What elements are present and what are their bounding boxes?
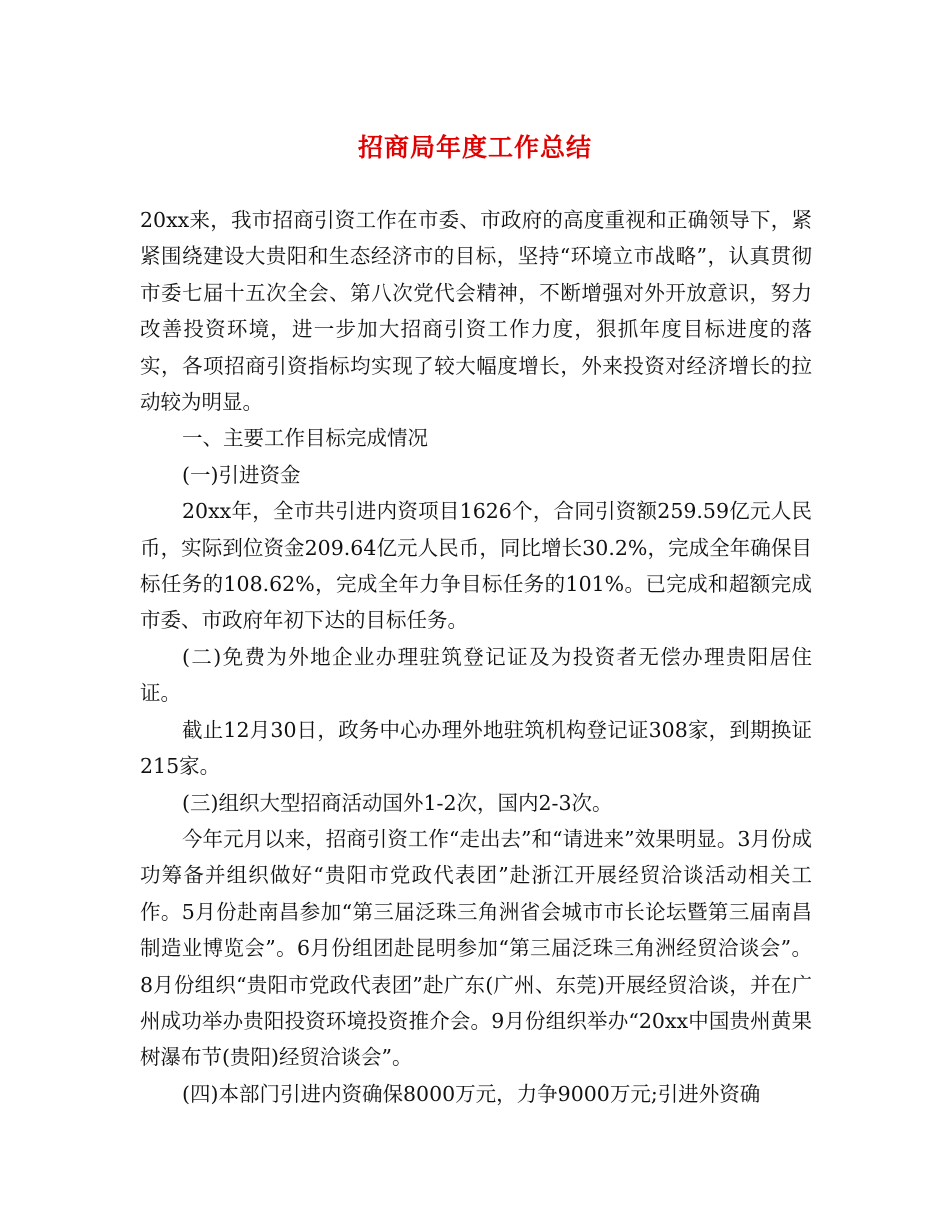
- intro-paragraph: 20xx来，我市招商引资工作在市委、市政府的高度重视和正确领导下，紧紧围绕建设大贵阳和生态经济市的目标，坚持“环境立市战略”，认真贯彻市委七届十五次全会、第八次党代会精神，不断增强对外开放意识，努力改善投资环境，进一步加大招商引资工作力度，狠抓年度目标进度的落实，各项招商引资指标均实现了较大幅度增长，外来投资对经济增长的拉动较为明显。: [140, 208, 812, 415]
- subsection-heading-events: (三)组织大型招商活动国外1-2次，国内2-3次。: [182, 790, 613, 815]
- document-body: [140, 202, 812, 1112]
- document-title: 招商局年度工作总结: [357, 133, 592, 162]
- capital-paragraph: 20xx年，全市共引进内资项目1626个，合同引资额259.59亿元人民币，实际到位资金209.64亿元人民币，同比增长30.2%，完成全年确保目标任务的108.62%，完成全年力争目标任务的101%。已完成和超额完成市委、市政府年初下达的目标任务。: [140, 499, 812, 633]
- subsection-heading-registration: (二)免费为外地企业办理驻筑登记证及为投资者无偿办理贵阳居住证。: [140, 644, 812, 706]
- subsection-heading-department-targets: (四)本部门引进内资确保8000万元，力争9000万元;引进外资确: [182, 1081, 761, 1106]
- events-paragraph: 今年元月以来，招商引资工作“走出去”和“请进来”效果明显。3月份成功筹备并组织做好“贵阳市党政代表团”赴浙江开展经贸洽谈活动相关工作。5月份赴南昌参加“第三届泛珠三角洲省会城市市长论坛暨第三届南昌制造业博览会”。6月份组团赴昆明参加“第三届泛珠三角洲经贸洽谈会”。8月份组织“贵阳市党政代表团”赴广东(广州、东莞)开展经贸洽谈，并在广州成功举办贵阳投资环境投资推介会。9月份组织举办“20xx中国贵州黄果树瀑布节(贵阳)经贸洽谈会”。: [140, 826, 812, 1070]
- section-heading-main-goals: 一、主要工作目标完成情况: [182, 426, 428, 451]
- subsection-heading-capital: (一)引进资金: [182, 462, 301, 487]
- registration-paragraph: 截止12月30日，政务中心办理外地驻筑机构登记证308家，到期换证215家。: [140, 717, 812, 779]
